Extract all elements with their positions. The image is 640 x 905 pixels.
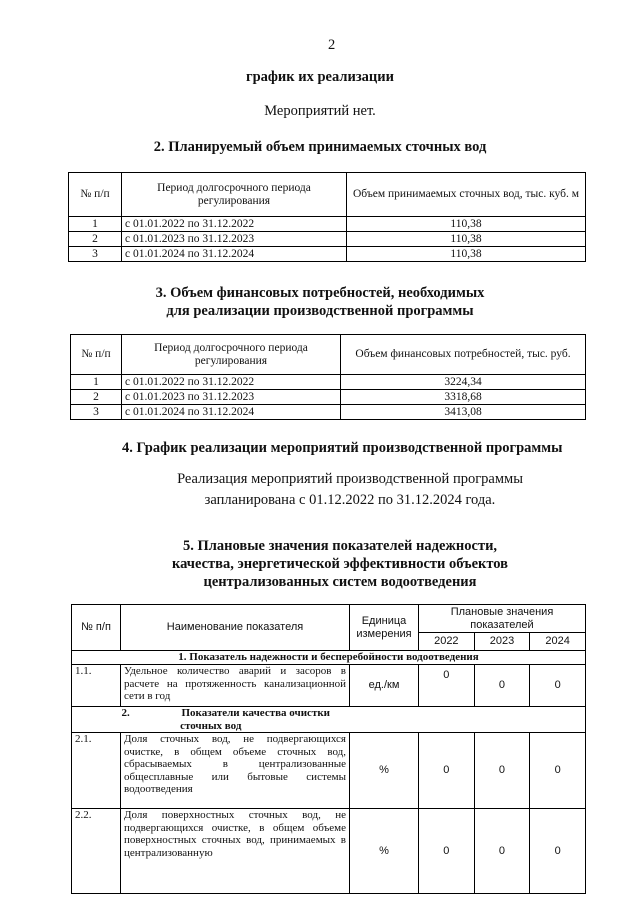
- row-num: 3: [71, 405, 122, 420]
- row-value: 0: [530, 809, 586, 894]
- row-name: Доля поверхностных сточных вод, не подвергающихся очистке, в общем объеме поверхностных сточных вод, принимаемых в централизованную: [121, 809, 350, 894]
- table-row: [71, 390, 586, 405]
- section-5-title-line2: качества, энергетической эффективности объектов: [171, 556, 509, 572]
- row-value: 0: [419, 809, 475, 894]
- group-2-num: 2.: [121, 707, 130, 719]
- section-1-text: Мероприятий нет.: [264, 103, 376, 119]
- table-row: [69, 217, 586, 232]
- table-row: [72, 809, 586, 894]
- row-unit: %: [350, 733, 419, 809]
- page-number: 2: [328, 37, 336, 53]
- row-unit: %: [350, 809, 419, 894]
- row-num: 2: [71, 390, 122, 405]
- header-unit: Единица измерения: [350, 605, 419, 651]
- row-period: с 01.01.2024 по 31.12.2024: [122, 405, 341, 420]
- table-row: [69, 232, 586, 247]
- section-4-line2: запланирована с 01.12.2022 по 31.12.2024 года.: [204, 492, 496, 508]
- header-finance: Объем финансовых потребностей, тыс. руб.: [341, 335, 586, 375]
- table-row: [71, 405, 586, 420]
- row-value: 110,38: [347, 217, 586, 232]
- row-value: 110,38: [347, 232, 586, 247]
- header-planned: Плановые значения показателей: [419, 605, 586, 633]
- group-2-heading: [72, 707, 350, 733]
- table-row: [72, 665, 586, 707]
- header-name: Наименование показателя: [121, 605, 350, 651]
- row-num: 3: [69, 247, 122, 262]
- row-period: с 01.01.2022 по 31.12.2022: [122, 217, 347, 232]
- row-num: 1: [71, 375, 122, 390]
- header-period: Период долгосрочного периода регулирования: [122, 335, 341, 375]
- row-name: Удельное количество аварий и засоров в расчете на протяженность канализационной сети в год: [121, 665, 350, 707]
- row-value: 0: [419, 733, 475, 809]
- row-value: 3318,68: [341, 390, 586, 405]
- group-1-heading: 1. Показатель надежности и бесперебойности водоотведения: [72, 651, 586, 665]
- header-num: № п/п: [71, 335, 122, 375]
- water-volume-table: [68, 172, 586, 262]
- table-row: [72, 733, 586, 809]
- section-4-title: 4. График реализации мероприятий производственной программы: [122, 440, 563, 456]
- indicators-table: [71, 604, 586, 894]
- row-value: 3224,34: [341, 375, 586, 390]
- row-name: Доля сточных вод, не подвергающихся очистке, в общем объеме сточных вод, сбрасываемых в централизованные общесплавные или бытовые системы водоотведения: [121, 733, 350, 809]
- header-year: 2024: [530, 633, 586, 651]
- row-num: 2: [69, 232, 122, 247]
- section-5-title-line1: 5. Плановые значения показателей надежности,: [182, 538, 498, 554]
- table-row: [69, 247, 586, 262]
- row-value: 0: [530, 665, 586, 707]
- row-period: с 01.01.2024 по 31.12.2024: [122, 247, 347, 262]
- group-2-filler: [350, 707, 586, 733]
- row-num: 1: [69, 217, 122, 232]
- header-year: 2023: [474, 633, 530, 651]
- section-3-title-line2: для реализации производственной программы: [166, 303, 474, 319]
- section-1-title: график их реализации: [245, 69, 394, 85]
- header-period: Период долгосрочного периода регулирования: [122, 173, 347, 217]
- row-num: 2.2.: [72, 809, 121, 894]
- header-num: № п/п: [69, 173, 122, 217]
- row-value: 0: [474, 809, 530, 894]
- header-volume: Объем принимаемых сточных вод, тыс. куб. м: [347, 173, 586, 217]
- header-year: 2022: [419, 633, 475, 651]
- row-unit: ед./км: [350, 665, 419, 707]
- row-value: 0: [474, 665, 530, 707]
- group-2-title: Показатели качества очистки сточных вод: [180, 707, 331, 732]
- row-value: 3413,08: [341, 405, 586, 420]
- section-3-title-line1: 3. Объем финансовых потребностей, необходимых: [155, 285, 485, 301]
- row-value: 110,38: [347, 247, 586, 262]
- section-4-line1: Реализация мероприятий производственной программы: [177, 471, 523, 487]
- row-value: 0: [474, 733, 530, 809]
- financial-needs-table: [70, 334, 586, 420]
- row-period: с 01.01.2023 по 31.12.2023: [122, 390, 341, 405]
- table-row: [71, 375, 586, 390]
- row-period: с 01.01.2023 по 31.12.2023: [122, 232, 347, 247]
- row-value: 0: [530, 733, 586, 809]
- section-5-title-line3: централизованных систем водоотведения: [203, 574, 477, 590]
- section-2-title: 2. Планируемый объем принимаемых сточных вод: [153, 139, 487, 155]
- header-num: № п/п: [72, 605, 121, 651]
- row-period: с 01.01.2022 по 31.12.2022: [122, 375, 341, 390]
- row-value: 0: [419, 665, 475, 707]
- row-num: 1.1.: [72, 665, 121, 707]
- row-num: 2.1.: [72, 733, 121, 809]
